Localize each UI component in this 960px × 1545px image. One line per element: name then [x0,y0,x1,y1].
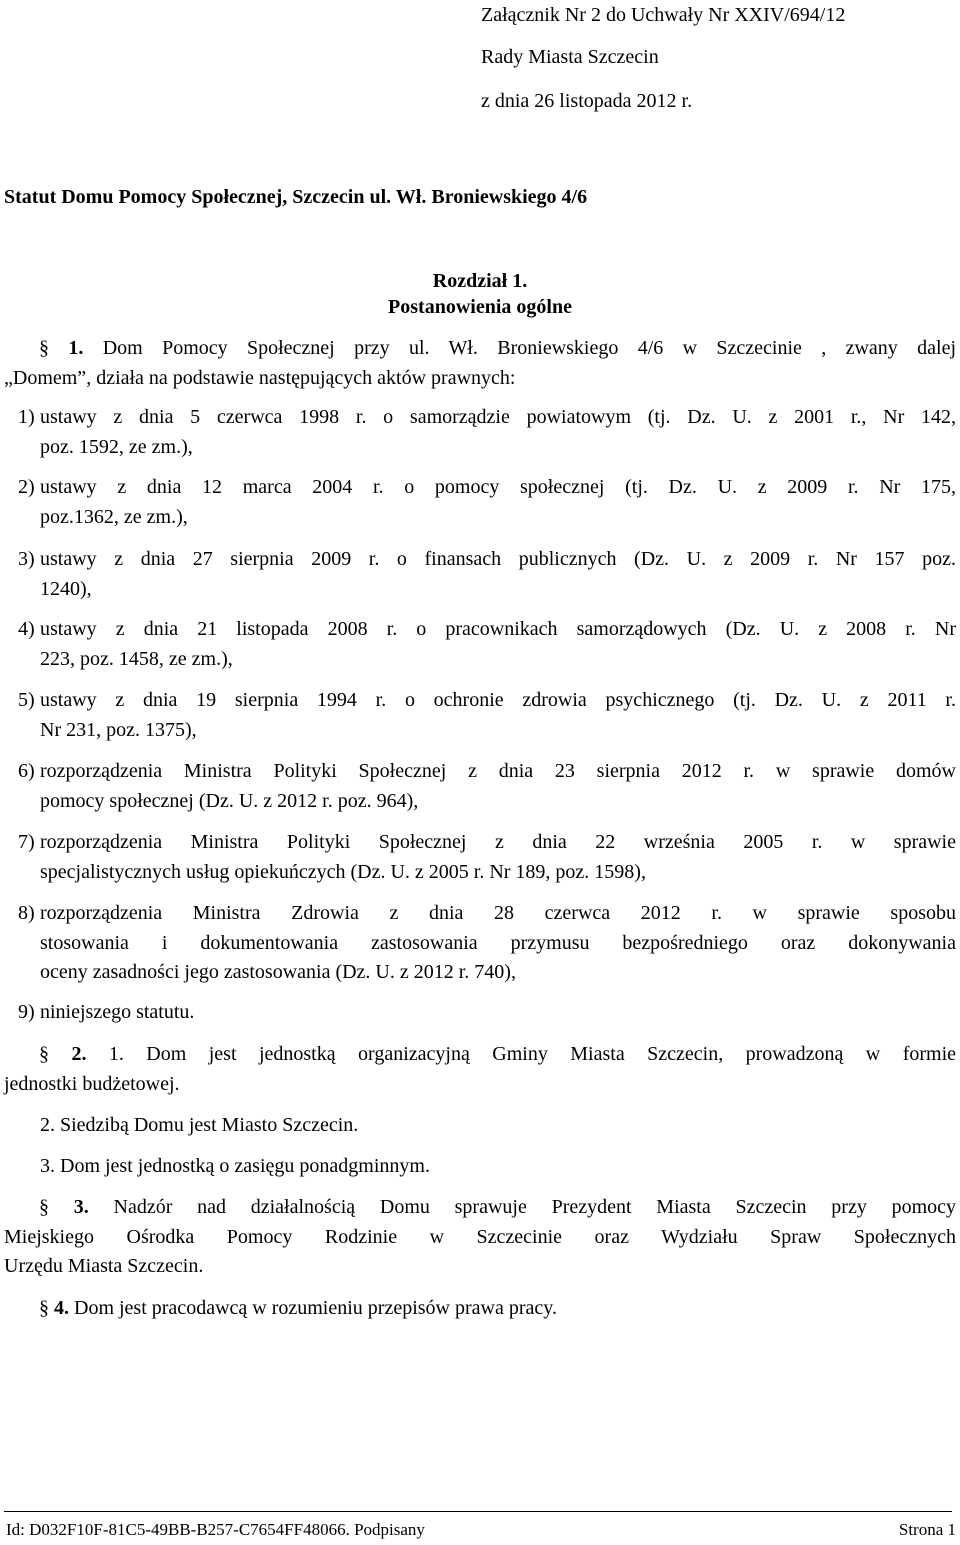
paragraph-3-line-3: Urzędu Miasta Szczecin. [4,1255,204,1277]
paragraph-4 [4,1294,557,1324]
paragraph-4-text: Dom jest pracodawcą w rozumieniu przepisów prawa pracy. [74,1297,557,1319]
list-item-text: pomocy społecznej (Dz. U. z 2012 r. poz. 964), [40,789,419,812]
section-number: 4. [54,1297,69,1319]
section-number: 1. [68,337,84,359]
list-item-number: 9) [18,1001,35,1023]
list-item-text: rozporządzenia Ministra Polityki Społecznej z dnia 22 września 2005 r. w sprawie [40,831,956,853]
paragraph-2-subsection-2: 2. Siedzibą Domu jest Miasto Szczecin. [40,1114,359,1136]
list-item [18,899,956,988]
footer-document-id: Id: D032F10F-81C5-49BB-B257-C7654FF48066. Podpisany [6,1520,425,1539]
list-item [18,403,956,462]
section-mark: § [39,1196,49,1218]
list-item-text: oceny zasadności jego zastosowania (Dz. U. z 2012 r. 740), [40,961,516,983]
chapter-number: Rozdział 1. [432,270,528,292]
footer-page-number: Strona 1 [898,1520,956,1539]
list-item-text: rozporządzenia Ministra Zdrowia z dnia 28 czerwca 2012 r. w sprawie sposobu [40,902,956,924]
list-item [18,615,956,674]
list-item-text: ustawy z dnia 21 listopada 2008 r. o pracownikach samorządowych (Dz. U. z 2008 r. Nr [40,618,956,640]
list-item-number: 5) [18,689,35,711]
list-item-text: ustawy z dnia 19 sierpnia 1994 r. o ochronie zdrowia psychicznego (tj. Dz. U. z 2011 r. [40,689,956,711]
list-item [18,757,956,816]
list-item-text: ustawy z dnia 27 sierpnia 2009 r. o finansach publicznych (Dz. U. z 2009 r. Nr 157 poz. [40,548,956,570]
list-item-number: 1) [18,406,35,428]
list-item-text: specjalistycznych usług opiekuńczych (Dz. U. z 2005 r. Nr 189, poz. 1598), [40,860,646,883]
list-item-text: ustawy z dnia 5 czerwca 1998 r. o samorządzie powiatowym (tj. Dz. U. z 2001 r., Nr 142, [40,406,956,428]
list-item-text: stosowania i dokumentowania zastosowania przymusu bezpośredniego oraz dokonywania [40,931,956,954]
paragraph-3 [4,1193,956,1282]
list-item-number: 8) [18,902,35,924]
footer-divider [4,1511,952,1512]
paragraph-2-text-1: 1. Dom jest jednostką organizacyjną Gminy Miasta Szczecin, prowadzoną w formie [108,1043,957,1065]
paragraph-2 [4,1040,956,1099]
paragraph-2-line-2: jednostki budżetowej. [4,1072,180,1095]
list-item [18,686,956,745]
list-item-number: 2) [18,476,35,498]
list-item-text: niniejszego statutu. [40,1001,195,1023]
paragraph-3-line-2: Miejskiego Ośrodka Pomocy Rodzinie w Szczecinie oraz Wydziału Spraw Społecznych [4,1225,956,1248]
paragraph-1-text-1: Dom Pomocy Społecznej przy ul. Wł. Broniewskiego 4/6 w Szczecinie , zwany dalej [102,337,957,359]
list-item-text: 1240), [40,577,92,600]
section-mark: § [39,337,49,359]
list-item-text: rozporządzenia Ministra Polityki Społecznej z dnia 23 sierpnia 2012 r. w sprawie domów [40,760,956,782]
list-item [18,828,956,887]
paragraph-3-text-1: Nadzór nad działalnością Domu sprawuje Prezydent Miasta Szczecin przy pomocy [113,1196,957,1218]
paragraph-1-line-2: „Domem”, działa na podstawie następujących aktów prawnych: [4,366,516,389]
chapter-name: Postanowienia ogólne [388,296,572,318]
paragraph-1 [4,334,956,393]
paragraph-2-subsection-3: 3. Dom jest jednostką o zasięgu ponadgminnym. [40,1155,430,1177]
section-mark: § [39,1297,49,1319]
annex-line-3: z dnia 26 listopada 2012 r. [481,90,693,112]
list-item-text: poz. 1592, ze zm.), [40,435,193,458]
list-item-number: 4) [18,618,35,640]
list-item-number: 7) [18,831,35,853]
annex-line-2: Rady Miasta Szczecin [481,46,659,68]
list-item-text: 223, poz. 1458, ze zm.), [40,647,233,670]
section-mark: § [39,1043,49,1065]
document-title: Statut Domu Pomocy Społecznej, Szczecin ul. Wł. Broniewskiego 4/6 [4,186,588,208]
list-item-number: 6) [18,760,35,782]
section-number: 2. [71,1043,87,1065]
list-item [18,998,956,1028]
list-item-text: ustawy z dnia 12 marca 2004 r. o pomocy społecznej (tj. Dz. U. z 2009 r. Nr 175, [40,476,956,498]
paragraph-1-line-1 [4,334,956,364]
paragraph-2-line-1 [4,1040,956,1070]
list-item-text: Nr 231, poz. 1375), [40,718,197,741]
paragraph-3-line-1 [4,1193,956,1223]
list-item-text: poz.1362, ze zm.), [40,505,188,528]
list-item [18,473,956,532]
list-item [18,545,956,604]
section-number: 3. [73,1196,89,1218]
list-item-number: 3) [18,548,35,570]
annex-line-1: Załącznik Nr 2 do Uchwały Nr XXIV/694/12 [481,4,846,26]
